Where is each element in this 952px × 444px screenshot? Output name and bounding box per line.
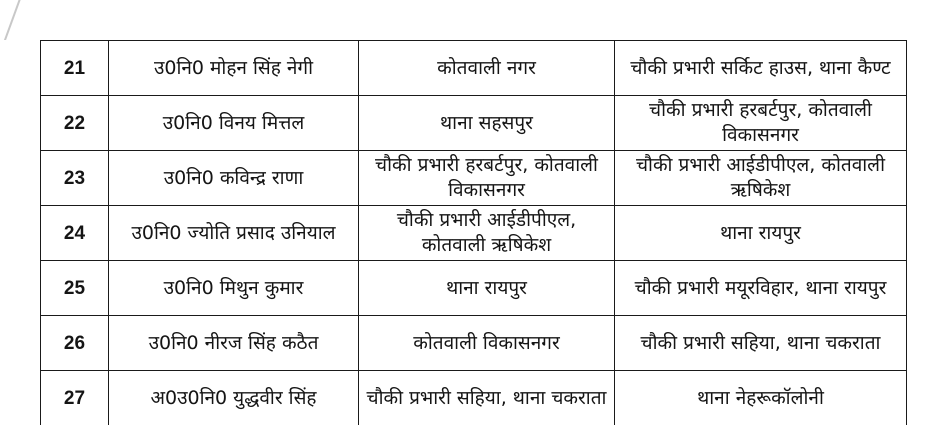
- current-posting: थाना रायपुर: [359, 261, 615, 316]
- table-row: [41, 151, 907, 206]
- new-posting: चौकी प्रभारी सहिया, थाना चकराता: [615, 316, 907, 371]
- transfer-table: [40, 40, 907, 425]
- current-posting: कोतवाली विकासनगर: [359, 316, 615, 371]
- new-posting: थाना रायपुर: [615, 206, 907, 261]
- new-posting: चौकी प्रभारी सर्किट हाउस, थाना कैण्ट: [615, 41, 907, 96]
- current-posting: चौकी प्रभारी हरबर्टपुर, कोतवाली विकासनगर: [359, 151, 615, 206]
- current-posting: थाना सहसपुर: [359, 96, 615, 151]
- officer-name: उ0नि0 मोहन सिंह नेगी: [109, 41, 359, 96]
- serial-number: 23: [41, 151, 109, 206]
- officer-name: उ0नि0 मिथुन कुमार: [109, 261, 359, 316]
- serial-number: 21: [41, 41, 109, 96]
- current-posting: चौकी प्रभारी आईडीपीएल, कोतवाली ऋषिकेश: [359, 206, 615, 261]
- new-posting: चौकी प्रभारी हरबर्टपुर, कोतवाली विकासनगर: [615, 96, 907, 151]
- serial-number: 24: [41, 206, 109, 261]
- officer-name: उ0नि0 नीरज सिंह कठैत: [109, 316, 359, 371]
- table-row: [41, 41, 907, 96]
- current-posting: चौकी प्रभारी सहिया, थाना चकराता: [359, 371, 615, 426]
- table-row: [41, 206, 907, 261]
- officer-name: उ0नि0 ज्योति प्रसाद उनियाल: [109, 206, 359, 261]
- new-posting: चौकी प्रभारी आईडीपीएल, कोतवाली ऋषिकेश: [615, 151, 907, 206]
- officer-name: अ0उ0नि0 युद्धवीर सिंह: [109, 371, 359, 426]
- table-row: [41, 371, 907, 426]
- officer-name: उ0नि0 कविन्द्र राणा: [109, 151, 359, 206]
- new-posting: थाना नेहरूकॉलोनी: [615, 371, 907, 426]
- serial-number: 22: [41, 96, 109, 151]
- serial-number: 25: [41, 261, 109, 316]
- current-posting: कोतवाली नगर: [359, 41, 615, 96]
- officer-name: उ0नि0 विनय मित्तल: [109, 96, 359, 151]
- new-posting: चौकी प्रभारी मयूरविहार, थाना रायपुर: [615, 261, 907, 316]
- table-row: [41, 261, 907, 316]
- serial-number: 27: [41, 371, 109, 426]
- scan-edge-mark: [0, 0, 40, 40]
- serial-number: 26: [41, 316, 109, 371]
- table-row: [41, 96, 907, 151]
- table-row: [41, 316, 907, 371]
